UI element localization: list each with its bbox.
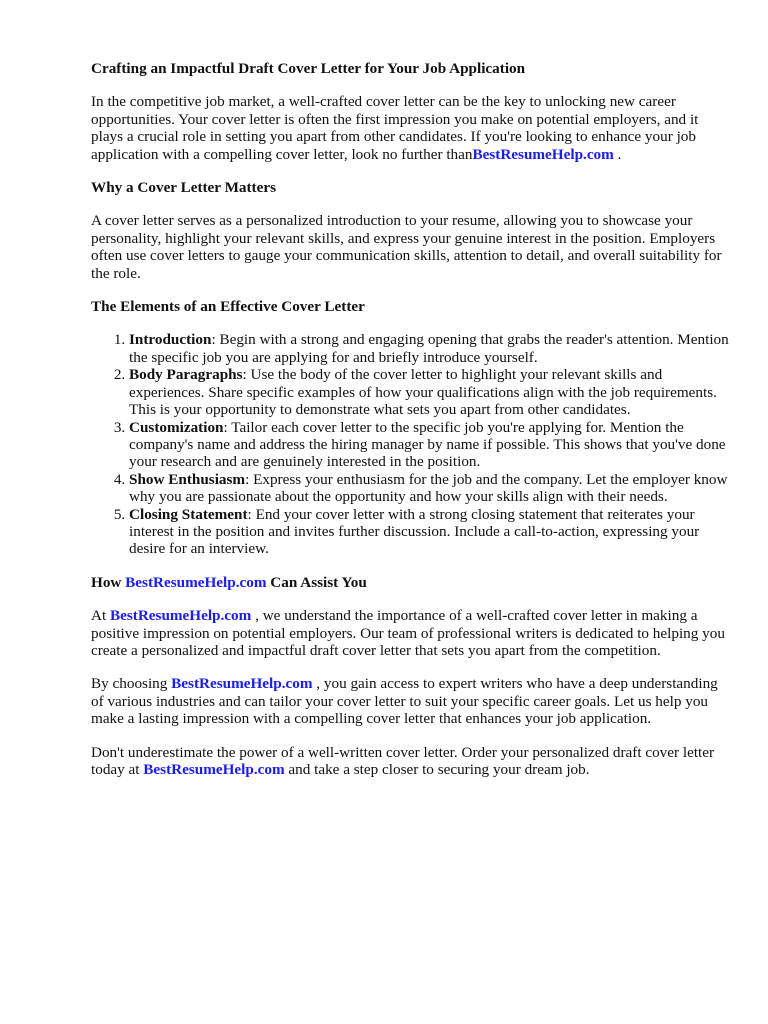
- assist-p2-suffix: , you gain access to expert writers who have a deep understanding of various industries and can tailor your cover letter to suit your specific career goals. Let us help you make a lasting impression with a compelling cover letter that enhances your job application.: [91, 675, 718, 728]
- assist-p3-prefix: Don't underestimate the power of a well-written cover letter. Order your personalized draft cover letter today at: [91, 743, 715, 778]
- list-item: [129, 471, 731, 506]
- list-item-desc: : Express your enthusiasm for the job and the company. Let the employer know why you are passionate about the opportunity and how your skills align with their needs.: [129, 470, 728, 506]
- assist-paragraph-2: [91, 675, 731, 727]
- assist-paragraph-1: [91, 607, 731, 659]
- assist-heading-prefix: How: [91, 573, 126, 591]
- elements-heading: The Elements of an Effective Cover Letter: [91, 298, 365, 316]
- assist-p2-prefix: By choosing: [91, 675, 172, 693]
- list-item-desc: : End your cover letter with a strong closing statement that reiterates your interest in the position and invites further discussion. Include a call-to-action, expressing your desire for an interview.: [129, 505, 700, 558]
- list-item: [129, 506, 731, 558]
- assist-heading-suffix: Can Assist You: [266, 573, 367, 591]
- why-paragraph: A cover letter serves as a personalized introduction to your resume, allowing you to showcase your personality, highlight your relevant skills, and express your genuine interest in the position. Employers often use cover letters to gauge your communication skills, attention to detail, and overall suitability for the role.: [91, 212, 722, 282]
- list-item-term: Body Paragraphs: [129, 366, 243, 384]
- assist-paragraph-3: [91, 744, 731, 779]
- assist-p1-suffix: , we understand the importance of a well-crafted cover letter in making a positive impression on potential employers. Our team of professional writers is dedicated to helping you create a personalized and impactful draft cover letter that sets you apart from the competition.: [91, 607, 725, 659]
- intro-text: In the competitive job market, a well-crafted cover letter can be the key to unlocking new career opportunities. Your cover letter is often the first impression you make on potential employers, and it plays a crucial role in setting you apart from other candidates. If you're looking to enhance your job application with a compelling cover letter, look no further than: [91, 93, 699, 163]
- brand-link-p2[interactable]: BestResumeHelp.com: [171, 675, 313, 693]
- page-title: Crafting an Impactful Draft Cover Letter for Your Job Application: [91, 60, 526, 77]
- list-item: [129, 419, 731, 471]
- list-item-term: Show Enthusiasm: [129, 470, 246, 488]
- brand-link-heading[interactable]: BestResumeHelp.com: [125, 573, 267, 591]
- brand-link-intro[interactable]: BestResumeHelp.com: [472, 145, 614, 163]
- brand-link-p3[interactable]: BestResumeHelp.com: [143, 761, 285, 778]
- assist-p1-prefix: At: [91, 607, 110, 625]
- list-item-desc: : Use the body of the cover letter to highlight your relevant skills and experiences. Share specific examples of how your qualifications align with the job requirements. This is your opportunity to demonstrate what sets you apart from other candidates.: [129, 366, 717, 419]
- list-item-desc: : Tailor each cover letter to the specific job you're applying for. Mention the company's name and address the hiring manager by name if possible. This shows that you've done your research and are genuinely interested in the position.: [129, 418, 726, 471]
- list-item: [129, 366, 731, 418]
- list-item-term: Introduction: [129, 331, 212, 349]
- list-item-desc: : Begin with a strong and engaging opening that grabs the reader's attention. Mention the specific job you are applying for and briefly introduce yourself.: [129, 331, 729, 366]
- elements-list: [91, 331, 731, 557]
- intro-suffix: .: [613, 145, 622, 163]
- document-page: [91, 60, 731, 778]
- why-heading: Why a Cover Letter Matters: [91, 179, 277, 197]
- list-item-term: Closing Statement: [129, 505, 248, 523]
- assist-p3-suffix: and take a step closer to securing your dream job.: [284, 761, 590, 778]
- brand-link-p1[interactable]: BestResumeHelp.com: [109, 607, 252, 625]
- list-item-term: Customization: [129, 418, 224, 436]
- assist-heading: [91, 574, 731, 591]
- list-item: [129, 331, 731, 366]
- intro-paragraph: [91, 93, 731, 163]
